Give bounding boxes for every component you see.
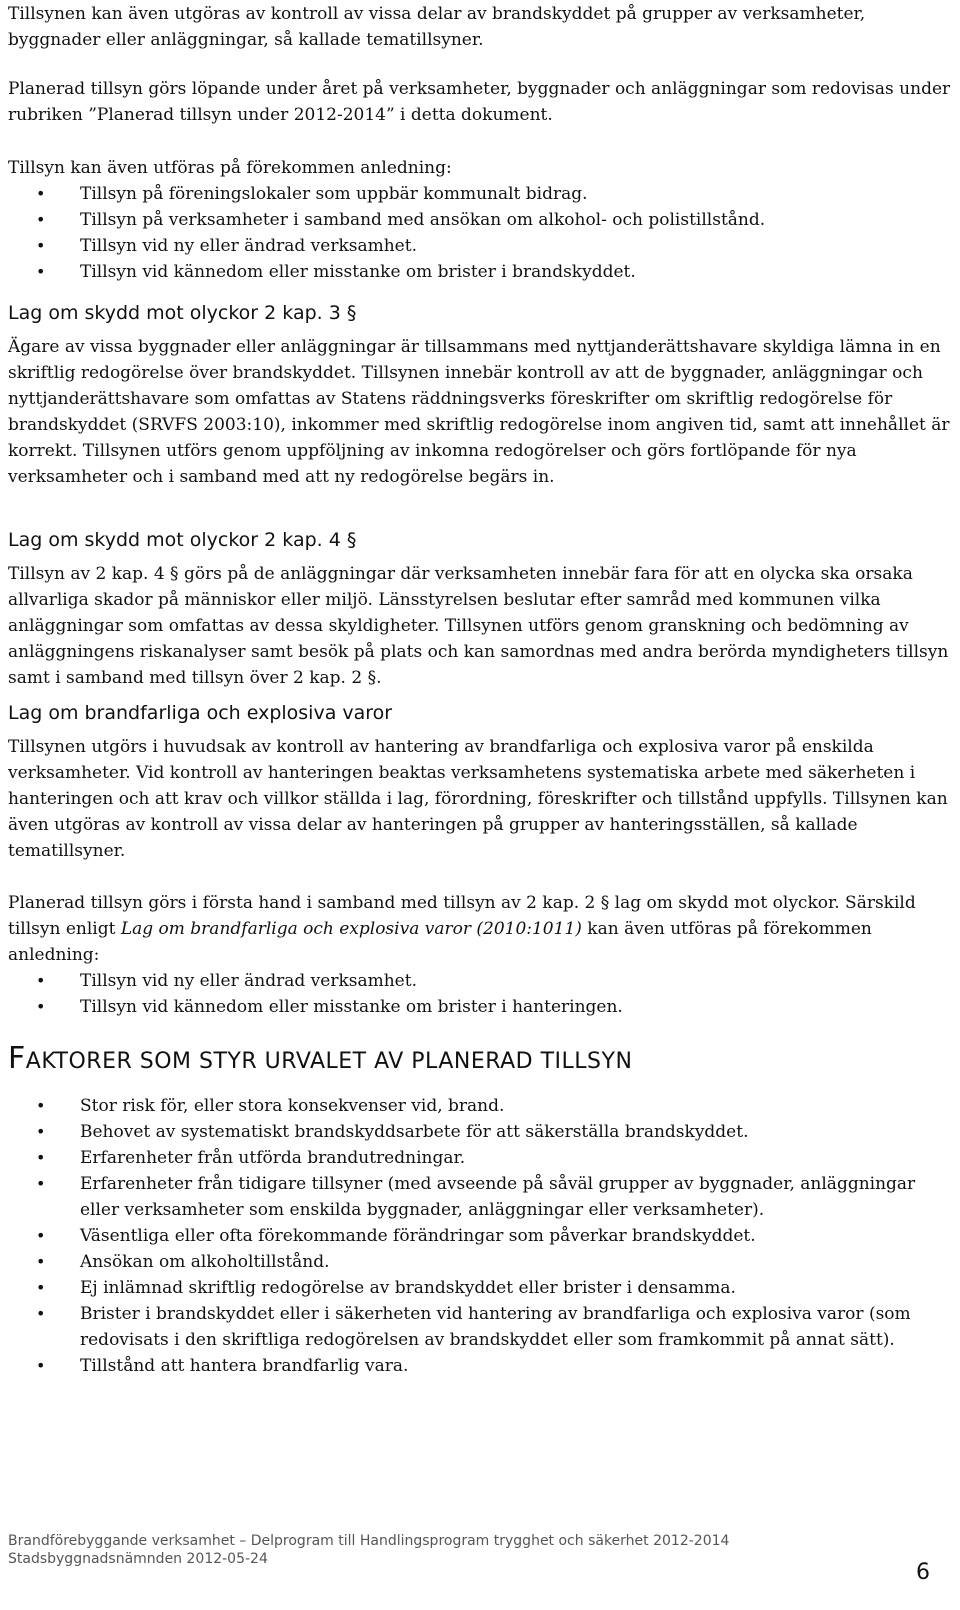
text-span: Planerad tillsyn görs i första hand i samband med tillsyn av 2 kap. 2 § lag om skydd mot olyckor. Särskild tillsyn enligt (8, 893, 916, 939)
intro-paragraph-3: Tillsyn kan även utföras på förekommen anledning: (8, 158, 452, 178)
footer-date: Stadsbyggnadsnämnden 2012-05-24 (8, 1551, 268, 1567)
list-item: • Tillsyn vid ny eller ändrad verksamhet. (8, 968, 952, 994)
heading-text: AKTORER SOM STYR URVALET AV PLANERAD TILLSYN (25, 1049, 633, 1074)
section-body: Tillsynen utgörs i huvudsak av kontroll av hantering av brandfarliga och explosiva varor på enskilda verksamheter. Vid kontroll av hanteringen beaktas verksamhetens systematiska arbete med säkerheten i hanteringen och att krav och villkor ställda i lag, förordning, föreskrifter och tillstånd uppfylls. Tillsynen kan även utgöras av kontroll av vissa delar av hanteringen på grupper av hanteringsställen, så kallade tematillsyner. (8, 737, 948, 861)
list-item: • Väsentliga eller ofta förekommande förändringar som påverkar brandskyddet. (8, 1223, 952, 1249)
faktorer-bullet-list (8, 1093, 952, 1379)
section-heading: Lag om skydd mot olyckor 2 kap. 3 § (8, 302, 357, 324)
list-item: • Tillsyn vid kännedom eller misstanke om brister i brandskyddet. (8, 259, 952, 285)
page-number: 6 (916, 1560, 930, 1585)
list-item: • Tillsyn vid kännedom eller misstanke om brister i hanteringen. (8, 994, 952, 1020)
section-kap3 (8, 300, 952, 490)
list-item: • Behovet av systematiskt brandskyddsarbete för att säkerställa brandskyddet. (8, 1119, 952, 1145)
section-body: Ägare av vissa byggnader eller anläggningar är tillsammans med nyttjanderättshavare skyldiga lämna in en skriftlig redogörelse över brandskyddet. Tillsynen innebär kontroll av att de byggnader, anläggningar och nyttjanderättshavare som omfattas av Statens räddningsverks föreskrifter om skriftlig redogörelse för brandskyddet (SRVFS 2003:10), inkommer med skriftlig redogörelse inom angiven tid, samt att innehållet är korrekt. Tillsynen utförs genom uppföljning av inkomna redogörelser och görs fortlöpande för nya verksamheter och i samband med att ny redogörelse begärs in. (8, 337, 950, 487)
list-item: • Erfarenheter från tidigare tillsyner (med avseende på såväl grupper av byggnader, anläggningar eller verksamheter som enskilda byggnader, anläggningar eller verksamheter). (8, 1171, 952, 1223)
page-footer (8, 1532, 952, 1568)
section-heading: Lag om brandfarliga och explosiva varor (8, 702, 393, 724)
list-item: • Tillsyn vid ny eller ändrad verksamhet. (8, 233, 952, 259)
intro-paragraph-2: Planerad tillsyn görs löpande under året på verksamheter, byggnader och anläggningar som redovisas under rubriken ”Planerad tillsyn under 2012-2014” i detta dokument. (8, 79, 951, 125)
footer-title: Brandförebyggande verksamhet – Delprogram till Handlingsprogram trygghet och säkerhet 2012-2014 (8, 1533, 730, 1549)
text-span: kan även utföras på förekommen anledning: (8, 919, 872, 965)
list-item: • Stor risk för, eller stora konsekvenser vid, brand. (8, 1093, 952, 1119)
section-heading: Lag om skydd mot olyckor 2 kap. 4 § (8, 529, 357, 551)
page-section-title: FAKTORER SOM STYR URVALET AV PLANERAD TILLSYN (8, 1041, 633, 1076)
list-item: • Tillsyn på föreningslokaler som uppbär kommunalt bidrag. (8, 181, 952, 207)
section-body-2 (8, 890, 952, 968)
list-item: • Erfarenheter från utförda brandutredningar. (8, 1145, 952, 1171)
intro-paragraph-1: Tillsynen kan även utgöras av kontroll av vissa delar av brandskyddet på grupper av verksamheter, byggnader eller anläggningar, så kallade tematillsyner. (8, 4, 866, 50)
section-faktorer (8, 1042, 952, 1379)
section-kap4 (8, 527, 952, 691)
section-lbe (8, 700, 952, 1020)
list-item: • Ansökan om alkoholtillstånd. (8, 1249, 952, 1275)
list-item: • Brister i brandskyddet eller i säkerheten vid hantering av brandfarliga och explosiva varor (som redovisats i den skriftliga redogörelsen av brandskyddet eller som framkommit på annat sätt). (8, 1301, 952, 1353)
law-title: Lag om brandfarliga och explosiva varor (2010:1011) (120, 919, 582, 939)
section-body: Tillsyn av 2 kap. 4 § görs på de anläggningar där verksamheten innebär fara för att en olycka ska orsaka allvarliga skador på människor eller miljö. Länsstyrelsen beslutar efter samråd med kommunen vilka anläggningar som omfattas av dessa skyldigheter. Tillsynen utförs genom granskning och bedömning av anläggningens riskanalyser samt besök på plats och kan samordnas med andra berörda myndigheters tillsyn samt i samband med tillsyn över 2 kap. 2 §. (8, 564, 949, 688)
intro-occasion-block (8, 155, 952, 285)
lbe-bullet-list (8, 968, 952, 1020)
intro-bullet-list (8, 181, 952, 285)
list-item: • Ej inlämnad skriftlig redogörelse av brandskyddet eller brister i densamma. (8, 1275, 952, 1301)
list-item: • Tillstånd att hantera brandfarlig vara. (8, 1353, 952, 1379)
list-item: • Tillsyn på verksamheter i samband med ansökan om alkohol- och polistillstånd. (8, 207, 952, 233)
